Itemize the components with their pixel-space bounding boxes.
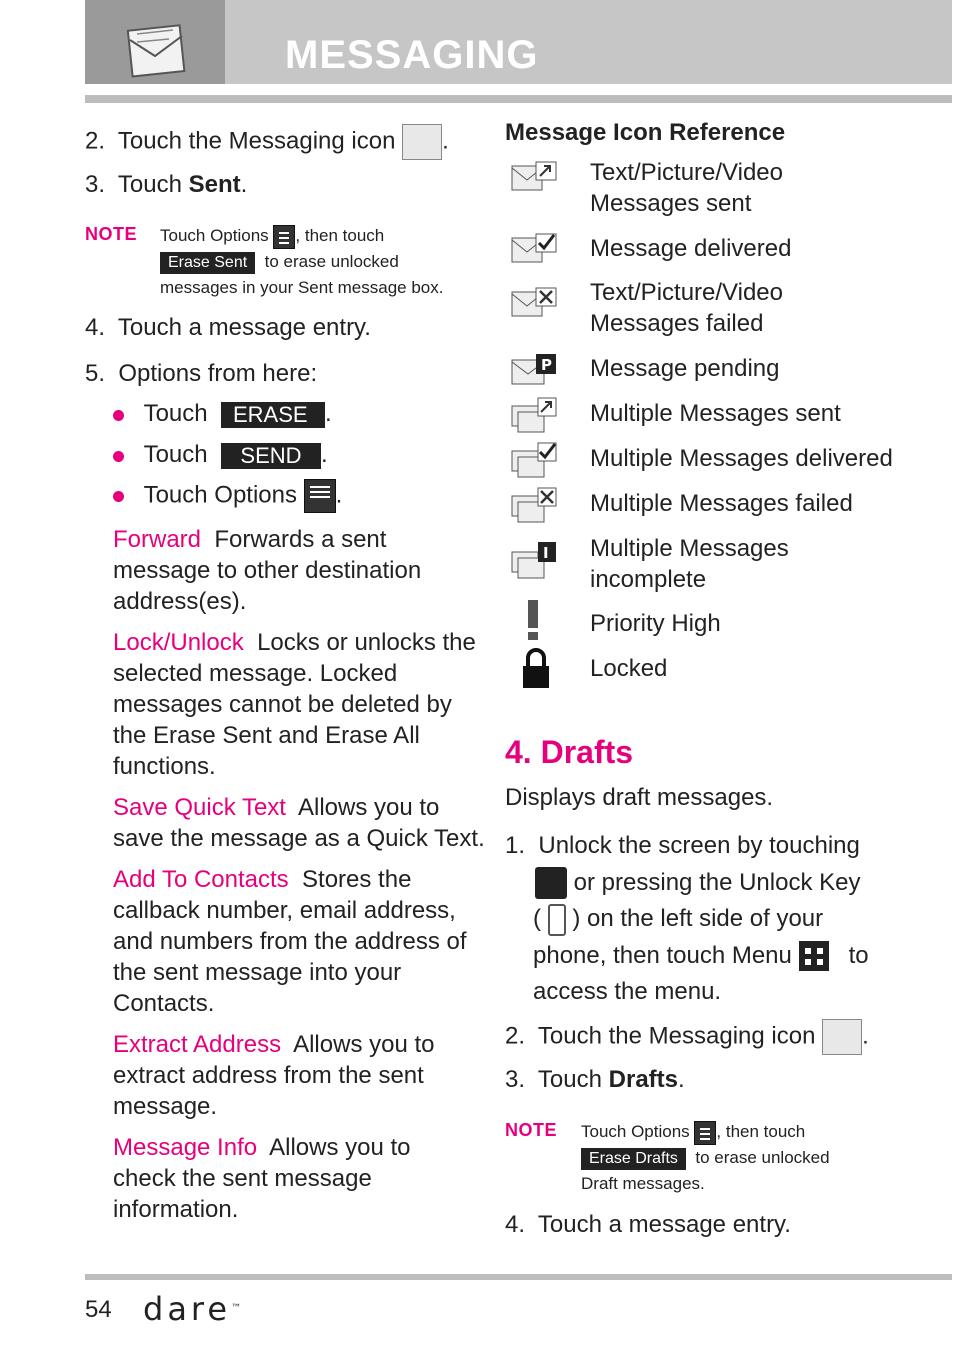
option-lock-unlock: Lock/Unlock Locks or unlocks the selected message. Locked messages cannot be deleted by the Erase Sent and Erase All functions. [113, 629, 476, 780]
erase-button[interactable]: ERASE [221, 402, 325, 428]
option-message-info: Message Info Allows you to check the sent message information. [113, 1134, 411, 1223]
drafts-step-3: 3. Touch Drafts. [505, 1066, 685, 1093]
option-forward: Forward Forwards a sent message to other destination address(es). [113, 526, 422, 615]
drafts-heading: 4. Drafts [505, 734, 634, 770]
ref-priority-high: Priority High [590, 610, 721, 637]
note-label: NOTE [85, 224, 138, 244]
bullet-icon [113, 410, 124, 421]
option-add-to-contacts: Add To Contacts Stores the callback number, email address, and numbers from the address of the sent message into your Contacts. [113, 866, 467, 1017]
ref-locked: Locked [590, 655, 668, 682]
step-4: 4. Touch a message entry. [85, 314, 371, 341]
envelope-icon [85, 0, 225, 84]
ref-multiple-incomplete: Multiple Messages incomplete [590, 535, 789, 593]
lock-icon[interactable] [535, 867, 567, 899]
brand-logo: dare™ [143, 1290, 242, 1328]
step-5: 5. Options from here: [85, 360, 318, 387]
header-divider [85, 95, 952, 103]
envelope-thumbnail [85, 0, 225, 84]
step-2: 2. Touch the Messaging icon . [85, 124, 449, 160]
note-label: NOTE [505, 1120, 558, 1140]
erase-drafts-button[interactable]: Erase Drafts [581, 1148, 686, 1170]
messaging-icon [402, 124, 442, 160]
ref-multiple-failed: Multiple Messages failed [590, 490, 853, 517]
erase-sent-button[interactable]: Erase Sent [160, 252, 255, 274]
message-failed-icon [510, 286, 560, 325]
ref-message-failed: Text/Picture/Video Messages failed [590, 279, 783, 337]
menu-icon[interactable] [799, 941, 829, 971]
bullet-icon [113, 451, 124, 462]
send-button[interactable]: SEND [221, 443, 321, 469]
option-extract-address: Extract Address Allows you to extract address from the sent message. [113, 1031, 435, 1120]
step-3: 3. Touch Sent. [85, 171, 248, 198]
options-icon[interactable] [304, 479, 336, 513]
message-sent-icon [510, 160, 560, 199]
bullet-icon [113, 491, 124, 502]
bullet-erase: Touch ERASE . [113, 398, 332, 429]
ref-message-sent: Text/Picture/Video Messages sent [590, 159, 783, 217]
svg-text:P: P [541, 356, 552, 374]
ref-message-pending: Message pending [590, 355, 780, 382]
page-number: 54 [85, 1296, 112, 1323]
drafts-description: Displays draft messages. [505, 784, 774, 811]
message-pending-icon [510, 352, 560, 391]
drafts-step-4: 4. Touch a message entry. [505, 1211, 791, 1238]
ref-multiple-delivered: Multiple Messages delivered [590, 445, 893, 472]
priority-high-icon [524, 598, 544, 647]
footer-divider [85, 1274, 952, 1280]
message-delivered-icon [510, 232, 560, 271]
ref-multiple-sent: Multiple Messages sent [590, 400, 841, 427]
bullet-send: Touch SEND . [113, 439, 328, 470]
multiple-delivered-icon [510, 441, 560, 484]
locked-icon [520, 646, 552, 695]
multiple-incomplete-icon [510, 540, 560, 585]
drafts-step-1: 1. Unlock the screen by touching or pressing the Unlock Key ( ) on the left side of your phone, then touch Menu to access the menu. [505, 832, 869, 1005]
ref-message-delivered: Message delivered [590, 235, 792, 262]
multiple-failed-icon [510, 486, 560, 529]
bullet-options: Touch Options . [113, 479, 342, 513]
options-icon [694, 1121, 716, 1145]
page-title: MESSAGING [285, 33, 539, 77]
svg-text:I: I [543, 544, 549, 562]
icon-reference-title: Message Icon Reference [505, 119, 786, 146]
multiple-sent-icon [510, 396, 560, 439]
note-1: Touch Options , then touch Erase Sent to erase unlocked messages in your Sent message box. [160, 226, 444, 297]
options-icon [273, 225, 295, 249]
drafts-step-2: 2. Touch the Messaging icon . [505, 1019, 869, 1055]
messaging-icon [822, 1019, 862, 1055]
option-save-quick-text: Save Quick Text Allows you to save the message as a Quick Text. [113, 794, 485, 852]
note-2: Touch Options , then touch Erase Drafts to erase unlocked Draft messages. [581, 1122, 830, 1193]
unlock-key-icon [548, 904, 566, 936]
